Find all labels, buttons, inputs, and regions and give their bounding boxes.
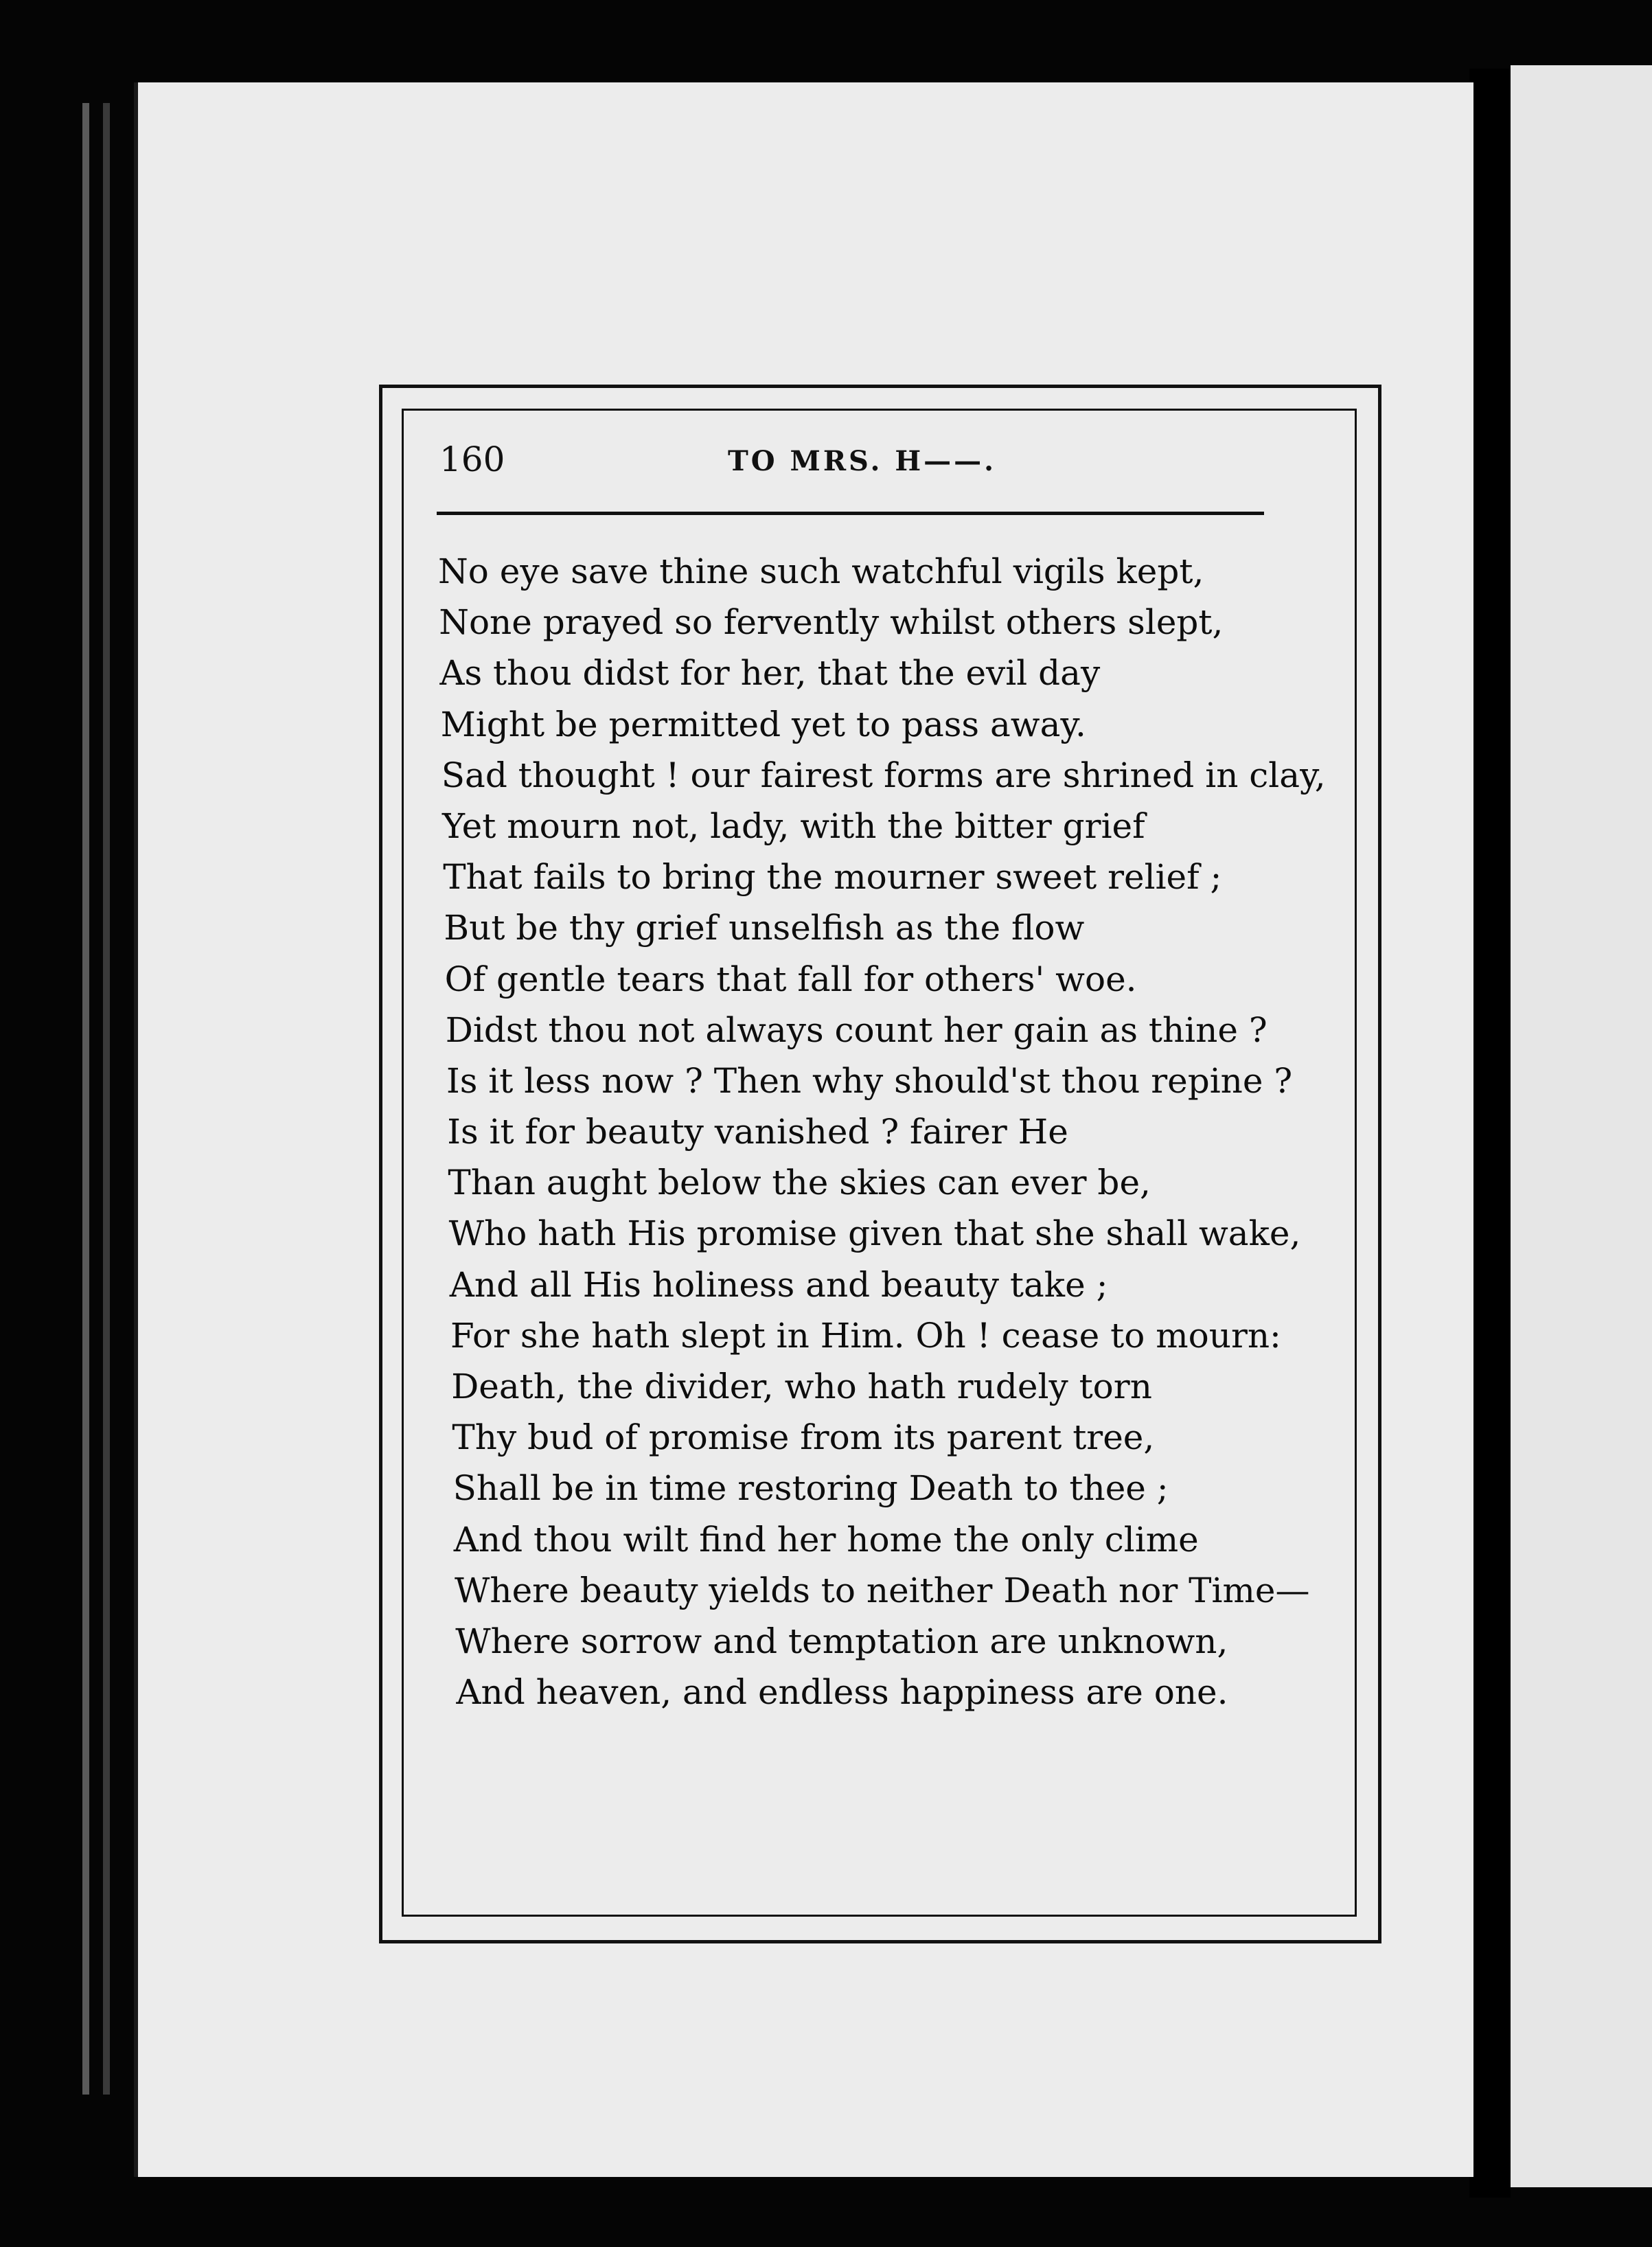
book-edge-strip (82, 103, 89, 2095)
poem-line: Is it less now ? Then why should'st thou repine ? (446, 1060, 1293, 1101)
poem-line: But be thy grief unselfish as the flow (444, 908, 1085, 948)
poem-line: Is it for beauty vanished ? fairer He (447, 1112, 1068, 1152)
book-edge-strip (103, 103, 110, 2095)
poem-line: Where sorrow and temptation are unknown, (455, 1621, 1228, 1661)
poem-line: For she hath slept in Him. Oh ! cease to mourn: (450, 1315, 1281, 1356)
poem-line: And thou wilt find her home the only clime (453, 1519, 1199, 1560)
running-title: TO MRS. H——. (728, 445, 997, 477)
poem-line: Of gentle tears that fall for others' woe. (444, 959, 1137, 999)
poem-line: No eye save thine such watchful vigils kept, (438, 551, 1204, 591)
poem-line: And all His holiness and beauty take ; (449, 1264, 1108, 1305)
poem-line: That fails to bring the mourner sweet relief ; (443, 857, 1222, 898)
poem-line: Who hath His promise given that she shall wake, (448, 1213, 1301, 1254)
poem-line: None prayed so fervently whilst others slept, (439, 602, 1224, 643)
poem-line: As thou didst for her, that the evil day (439, 653, 1101, 694)
page-number: 160 (439, 440, 505, 479)
poem-line: Thy bud of promise from its parent tree, (452, 1417, 1155, 1458)
poem-line: Didst thou not always count her gain as thine ? (445, 1010, 1267, 1050)
poem-line: And heaven, and endless happiness are one. (456, 1672, 1228, 1713)
poem-line: Death, the divider, who hath rudely torn (451, 1367, 1152, 1406)
poem-line: Might be permitted yet to pass away. (440, 704, 1086, 744)
page-header (439, 440, 1263, 494)
header-rule (437, 512, 1264, 515)
facing-page-edge (1511, 65, 1652, 2187)
poem-line: Sad thought ! our fairest forms are shrined in clay, (441, 755, 1326, 795)
page-gutter (1469, 69, 1511, 2198)
poem-line: Shall be in time restoring Death to thee ; (452, 1468, 1169, 1509)
poem-line: Than aught below the skies can ever be, (448, 1163, 1151, 1203)
poem-body (438, 546, 1326, 1718)
poem-line: Where beauty yields to neither Death nor Time— (455, 1570, 1310, 1610)
poem-line: Yet mourn not, lady, with the bitter grief (442, 806, 1145, 846)
